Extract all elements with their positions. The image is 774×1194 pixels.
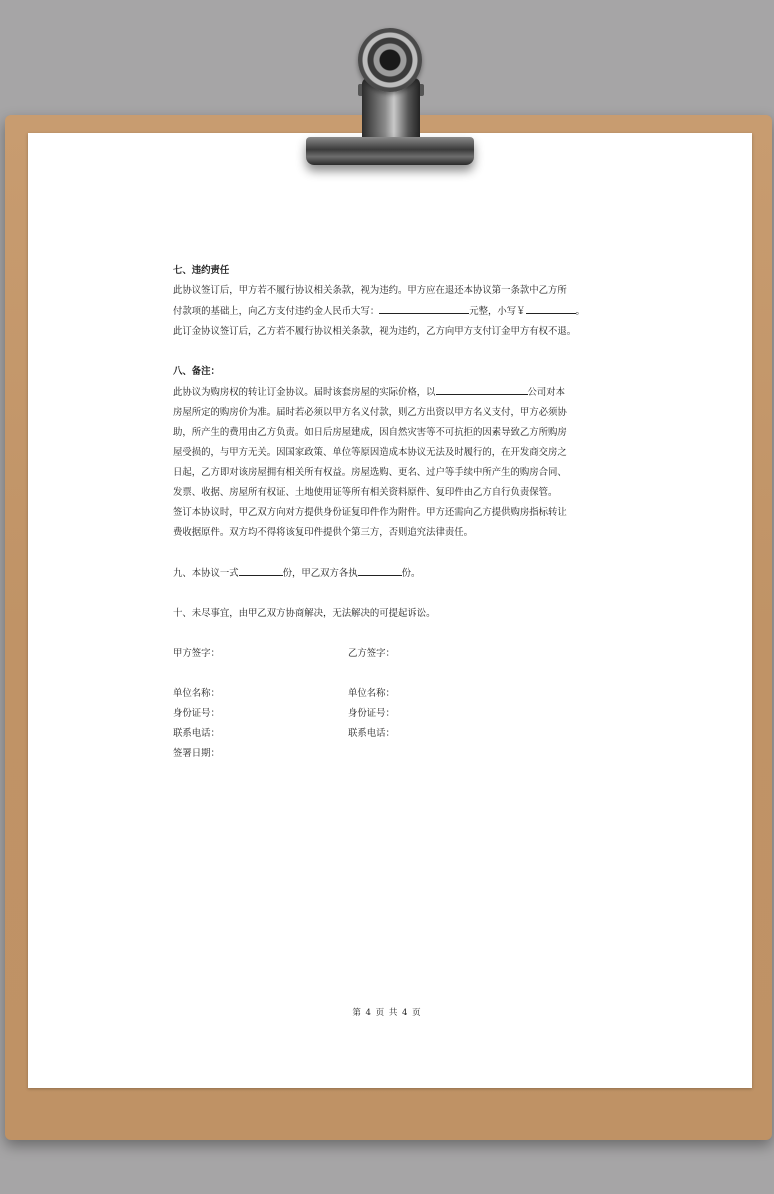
text-span: 此协议为购房权的转让订金协议。届时该套房屋的实际价格，以 — [173, 387, 436, 398]
section-8-line: 费收据原件。双方均不得将该复印件提供个第三方，否则追究法律责任。 — [173, 527, 474, 538]
section-8-line: 房屋所定的购房价为准。届时若必须以甲方名义付款，则乙方出资以甲方名义支付，甲方必须协 — [173, 407, 567, 418]
text-span: 。 — [575, 306, 585, 317]
document-body — [173, 261, 603, 764]
section-8-line: 屋受损的，与甲方无关。因国家政策、单位等原因造成本协议无法及时履行的，在开发商交房之 — [173, 447, 567, 458]
party-b-id-label: 身份证号： — [348, 708, 395, 719]
party-a-phone-label: 联系电话： — [173, 728, 220, 739]
copies-total-blank[interactable] — [239, 563, 283, 576]
section-7-line — [173, 301, 603, 322]
party-b-phone-label: 联系电话： — [348, 728, 395, 739]
party-a-id-label: 身份证号： — [173, 708, 220, 719]
amount-uppercase-blank[interactable] — [379, 301, 469, 314]
section-8-line — [173, 382, 603, 403]
text-span: 公司对本 — [527, 387, 566, 398]
page-number: 第 4 页 共 4 页 — [352, 1008, 422, 1018]
company-name-blank[interactable] — [436, 382, 528, 395]
section-8-line: 发票、收据、房屋所有权证、土地使用证等所有相关资料原件、复印件由乙方自行负责保管。 — [173, 487, 558, 498]
phone-row — [173, 724, 603, 744]
binder-clip-base — [306, 137, 474, 165]
party-b-unit-label: 单位名称： — [348, 688, 395, 699]
text-span: 付款项的基础上，向乙方支付违约金人民币大写： — [173, 306, 380, 317]
section-8-line: 签订本协议时，甲乙双方向对方提供身份证复印件作为附件。甲方还需向乙方提供购房指标转让 — [173, 507, 567, 518]
amount-lowercase-blank[interactable] — [526, 301, 576, 314]
binder-clip-ring — [358, 28, 422, 92]
text-span: 份。 — [401, 568, 421, 579]
section-8-line: 助，所产生的费用由乙方负责。如日后房屋建成，因自然灾害等不可抗拒的因素导致乙方所购房 — [173, 427, 567, 438]
text-span: 份，甲乙双方各执 — [282, 568, 358, 579]
section-7-line: 此订金协议签订后，乙方若不履行协议相关条款，视为违约，乙方向甲方支付订金甲方有权不退。 — [173, 326, 577, 337]
party-b-signature-label: 乙方签字： — [348, 648, 395, 659]
section-8-title: 八、备注： — [173, 366, 220, 377]
copies-each-blank[interactable] — [358, 563, 402, 576]
section-7-line: 此协议签订后，甲方若不履行协议相关条款，视为违约。甲方应在退还本协议第一条款中乙方所 — [173, 285, 567, 296]
id-row — [173, 704, 603, 724]
unit-row — [173, 684, 603, 704]
section-9 — [173, 563, 603, 584]
section-7-title: 七、违约责任 — [173, 265, 230, 276]
party-a-unit-label: 单位名称： — [173, 688, 220, 699]
date-row — [173, 744, 603, 764]
party-a-signature-label: 甲方签字： — [173, 648, 220, 659]
sign-date-label: 签署日期： — [173, 748, 220, 759]
text-span: 元整，小写￥ — [469, 306, 526, 317]
section-10: 十、未尽事宜，由甲乙双方协商解决，无法解决的可提起诉讼。 — [173, 608, 436, 619]
text-span: 九、本协议一式 — [173, 568, 239, 579]
section-8-line: 日起，乙方即对该房屋拥有相关所有权益。房屋选购、更名、过户等手续中所产生的购房合同、 — [173, 467, 567, 478]
signature-row — [173, 644, 603, 664]
